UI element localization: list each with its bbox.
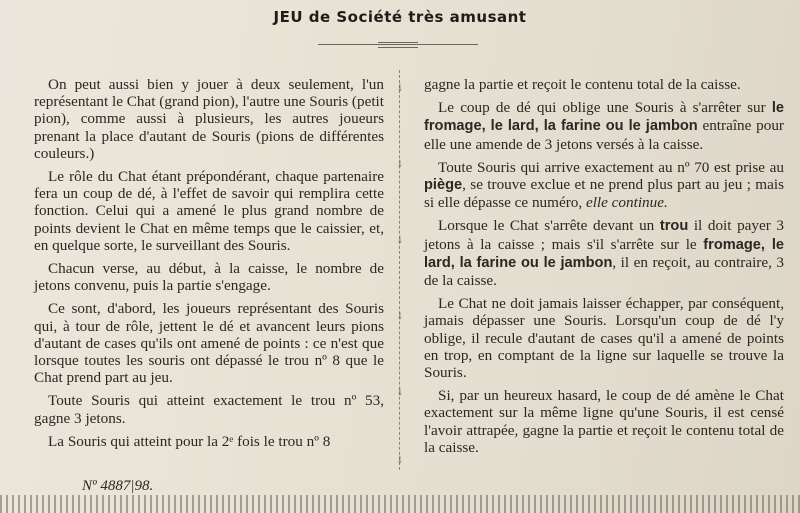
decorative-bottom-border (0, 495, 800, 513)
left-paragraph-5: Toute Souris qui atteint exactement le trou nº 53, gagne 3 jetons. (34, 392, 384, 427)
text-run: , il en reçoit, au contraire, 3 de la caisse. (424, 253, 784, 290)
text-run: Lorsque le Chat s'arrête devant un (438, 217, 660, 235)
right-paragraph-4 (424, 217, 784, 289)
left-column (34, 76, 384, 456)
italic-text-run: elle continue. (585, 194, 668, 212)
divider-arrow-icon: ↓ (395, 455, 405, 466)
left-paragraph-6: La Souris qui atteint pour la 2ᵉ fois le trou nº 8 (48, 432, 331, 450)
text-run: il doit payer 3 jetons à la caisse ; mais s'il s'arrête sur le (424, 217, 784, 253)
text-run: Le coup de dé qui oblige une Souris à s'arrêter sur (438, 99, 772, 117)
right-column (424, 76, 784, 462)
column-divider (399, 70, 401, 470)
document-reference-number: Nº 4887|98. (82, 478, 154, 494)
text-run: , se trouve exclue et ne prend plus part au jeu ; mais si elle dépasse ce numéro, (424, 176, 784, 212)
bold-text-run: piège (424, 177, 463, 194)
left-paragraph-2: Le rôle du Chat étant prépondérant, chaque partenaire fera un coup de dé, à l'effet de savoir qui remplira cette fonction. Celui qui a amené le plus grand nombre de points devient le Chat en même temps que le caissier, et, en quelque sorte, le surveillant des Souris. (34, 168, 384, 254)
bold-text-run: fromage, le lard, la farine ou le jambon (424, 236, 784, 271)
title-ornament-rule (318, 44, 478, 45)
page-title: JEU de Société très amusant (273, 8, 527, 26)
bold-text-run: trou (659, 218, 689, 235)
divider-arrow-icon: ↓ (395, 83, 405, 94)
right-paragraph-6: Si, par un heureux hasard, le coup de dé amène le Chat exactement sur la même ligne qu'une Souris, il est censé l'avoir attrapée, gagne la partie et reçoit le contenu total de la caisse. (424, 387, 784, 456)
bold-text-run: le fromage, le lard, la farine ou le jambon (424, 100, 784, 135)
left-paragraph-3: Chacun verse, au début, à la caisse, le nombre de jetons convenu, puis la partie s'engage. (34, 260, 384, 295)
text-run: Toute Souris qui arrive exactement au nº 70 est prise au (438, 158, 784, 176)
divider-arrow-icon: ↓ (395, 311, 405, 322)
right-paragraph-3 (424, 159, 784, 212)
divider-arrow-icon: ↓ (395, 159, 405, 170)
divider-arrow-icon: ↓ (395, 387, 405, 398)
right-paragraph-5: Le Chat ne doit jamais laisser échapper, par conséquent, jamais dépasser une Souris. Lorsqu'un coup de dé l'y oblige, il recule d'autant de cases qu'il a amené de points en trop, en comptant de la ligne sur laquelle se trouve la Souris. (424, 295, 784, 382)
right-paragraph-2 (424, 99, 784, 153)
text-run: entraîne pour elle une amende de 3 jetons versés à la caisse. (424, 117, 784, 153)
right-paragraph-1: gagne la partie et reçoit le contenu total de la caisse. (424, 76, 741, 93)
left-paragraph-1: On peut aussi bien y jouer à deux seulement, l'un représentant le Chat (grand pion), l'autre une Souris (petit pion), comme aussi à plusieurs, les autres joueurs prenant la place d'autant de Souris (pions de différentes couleurs.) (34, 76, 384, 162)
divider-arrow-icon: ↓ (395, 235, 405, 246)
left-paragraph-4: Ce sont, d'abord, les joueurs représentant des Souris qui, à tour de rôle, jettent le dé et avancent leurs pions d'autant de cases qu'ils ont amené de points : ce n'est que lorsque toutes les souris ont dépassé le trou nº 8 que le Chat prend part au jeu. (34, 300, 384, 387)
